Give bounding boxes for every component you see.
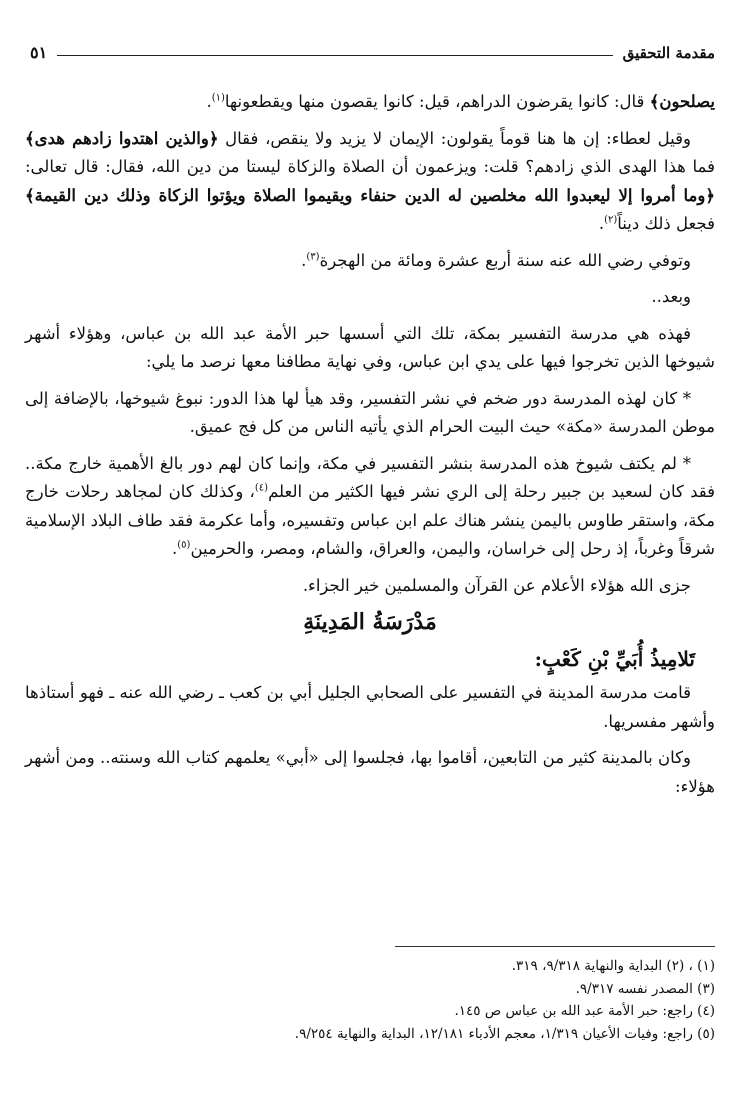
paragraph-6 xyxy=(25,385,715,442)
paragraph-4 xyxy=(25,283,715,312)
footnote-ref-2: (٢) xyxy=(604,214,618,226)
paragraph-5 xyxy=(25,320,715,377)
text-run: قامت مدرسة المدينة في التفسير على الصحابي الجليل أبي بن كعب ـ رضي الله عنه ـ فهو أستاذها وأشهر مفسريها. xyxy=(25,683,715,731)
footnote-1: (١) ، (٢) البداية والنهاية ٩/٣١٨، ٣١٩. xyxy=(511,958,715,974)
header-rule xyxy=(57,55,612,56)
footnote-ref-5: (٥) xyxy=(177,539,191,551)
text-run: فما هذا الهدى الذي زادهم؟ قلت: ويزعمون أن الصلاة والزكاة ليستا من دين الله، فقال: قال تعالى: xyxy=(25,157,715,176)
running-title: مقدمة التحقيق xyxy=(622,44,715,62)
text-run: وكان بالمدينة كثير من التابعين، أقاموا بها، فجلسوا إلى «أبي» يعلمهم كتاب الله وسنته.. ومن أشهر هؤلاء: xyxy=(25,748,715,796)
footnote-4: (٥) راجع: وفيات الأعيان ١/٣١٩، معجم الأدباء ١٢/١٨١، البداية والنهاية ٩/٢٥٤. xyxy=(294,1025,715,1042)
text-run: * كان لهذه المدرسة دور ضخم في نشر التفسير، وقد هيأ لها هذا الدور: نبوغ شيوخها، بالإضافة إلى موطن المدرسة «مكة» حيث البيت الحرام الذي يأتيه الناس من كل فج عميق. xyxy=(25,388,715,436)
text-run: وبعد.. xyxy=(651,287,691,306)
punct: . xyxy=(598,214,605,233)
paragraph-9 xyxy=(25,679,715,736)
footnote-ref-1: (١) xyxy=(211,92,225,104)
page-number: ٥١ xyxy=(30,43,48,62)
footnote-2: (٣) المصدر نفسه ٩/٣١٧. xyxy=(575,980,715,997)
page-header xyxy=(30,34,715,62)
punct: . xyxy=(172,539,178,558)
paragraph-7 xyxy=(25,450,715,564)
paragraph-2 xyxy=(25,125,715,239)
paragraph-8 xyxy=(25,572,715,601)
punct: . xyxy=(206,92,212,111)
text-run: جزى الله هؤلاء الأعلام عن القرآن والمسلمين خير الجزاء. xyxy=(302,575,691,595)
section-title: مَدْرَسَةُ المَدِينَةِ xyxy=(303,609,437,635)
text-run: قال: كانوا يقرضون الدراهم، قيل: كانوا يقصون منها ويقطعونها xyxy=(224,92,650,111)
text-run: * لم يكتف شيوخ هذه المدرسة بنشر التفسير في مكة، وإنما كان لهم دور بالغ الأهمية خارج مكة.. فقد كان لسعيد بن جبير رحلة إلى الري نشر فيها الكثير من العلم xyxy=(25,453,715,501)
text-run: وتوفي رضي الله عنه سنة أربع عشرة ومائة من الهجرة xyxy=(319,250,691,270)
subsection-title: تَلامِيذُ أُبَيِّ بْنِ كَعْبٍ: xyxy=(534,646,695,671)
footnote-separator xyxy=(395,946,715,947)
footnotes xyxy=(25,955,715,1045)
quran-fragment: يصلحون﴾ xyxy=(649,92,715,111)
quran-verse: ﴿وما أمروا إلا ليعبدوا الله مخلصين له الدين حنفاء ويقيموا الصلاة ويؤتوا الزكاة وذلك دين القيمة﴾ xyxy=(25,185,715,205)
body-text xyxy=(25,88,715,809)
footnote-ref-3: (٣) xyxy=(306,251,320,262)
punct: . xyxy=(301,250,307,270)
footnote-3: (٤) راجع: حبر الأمة عبد الله بن عباس ص ١٤٥. xyxy=(454,1003,715,1019)
paragraph-10 xyxy=(25,744,715,801)
text-run: فهذه هي مدرسة التفسير بمكة، تلك التي أسسها حبر الأمة عبد الله بن عباس، وهؤلاء أشهر شيوخها الذين تخرجوا فيها على يدي ابن عباس، وفي نهاية مطافنا معها نرصد ما يلي: xyxy=(25,323,715,371)
quran-verse: ﴿والذين اهتدوا زادهم هدى﴾ xyxy=(25,128,219,148)
footnote-ref-4: (٤) xyxy=(254,482,269,494)
paragraph-3 xyxy=(25,247,715,276)
text-run: فجعل ذلك ديناً xyxy=(617,214,715,233)
text-run: وقيل لعطاء: إن ها هنا قوماً يقولون: الإيمان لا يزيد ولا ينقص، فقال xyxy=(218,128,691,148)
text-run: ، وكذلك كان لمجاهد رحلات خارج مكة، واستقر طاوس باليمن ينشر هناك علم ابن عباس وتفسيره، وأما عكرمة فقد طاف البلاد الإسلامية شرقاً وغرباً، إذ رحل إلى خراسان، واليمن، والعراق، والشام، ومصر، والحرمين xyxy=(25,482,715,558)
paragraph-1 xyxy=(25,88,715,117)
